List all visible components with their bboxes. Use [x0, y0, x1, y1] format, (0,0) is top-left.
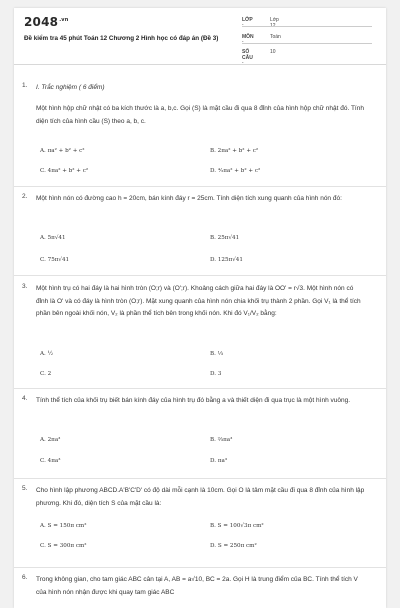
meta-divider: [242, 43, 372, 44]
answer-option-c[interactable]: C. 75π√41: [40, 257, 70, 263]
question-divider: [14, 478, 386, 479]
document-title: Đề kiểm tra 45 phút Toán 12 Chương 2 Hình học có đáp án (Đề 3): [24, 35, 219, 42]
answer-option-c[interactable]: C. 2: [40, 371, 52, 377]
section-heading: I. Trắc nghiệm ( 6 điểm): [36, 84, 105, 91]
answer-option-c[interactable]: C. 4πa³: [40, 458, 61, 464]
question-divider: [14, 275, 386, 276]
answer-option-a[interactable]: A. 2πa³: [40, 437, 61, 443]
answer-option-c[interactable]: C. S = 300π cm²: [40, 543, 87, 549]
question-text: Một hình trụ có hai đáy là hai hình tròn (O;r) và (O';r). Khoảng cách giữa hai đáy là OO' = r√3. Một hình nón có đỉnh là O' và có đáy là hình tròn (O;r). Mặt xung quanh của hình nón chia khối trụ thành 2 phần. Gọi V₁ là thể tích phần bên ngoài khối nón, V₂ là phần thể tích bên trong khối nón. Khi đó V₁/V₂ bằng:: [36, 285, 361, 317]
answer-option-b[interactable]: B. S = 100√3π cm²: [210, 523, 264, 529]
answer-option-d[interactable]: D. 3: [210, 371, 222, 377]
site-logo[interactable]: $2048^{.vn}$: [24, 15, 69, 29]
answer-option-a[interactable]: A. πa² + b² + c²: [40, 148, 85, 154]
question-text: Một hình hộp chữ nhật có ba kích thước là a, b,c. Gọi (S) là mặt cầu đi qua 8 đỉnh của hình hộp chữ nhật đó. Tính diện tích của hình cầu (S) theo a, b, c.: [36, 105, 364, 125]
answer-option-d[interactable]: D. 125π√41: [210, 257, 243, 263]
header-divider: [14, 64, 386, 65]
answer-option-d[interactable]: D. πa³: [210, 458, 228, 464]
question-text: Cho hình lập phương ABCD.A'B'C'D' có độ dài mỗi cạnh là 10cm. Gọi O là tâm mặt cầu đi qua 8 đỉnh của hình lập phương. Khi đó, diện tích S của mặt cầu là:: [36, 487, 365, 507]
meta-divider: [242, 26, 372, 27]
question-text: Trong không gian, cho tam giác ABC cân tại A, AB = a√10, BC = 2a. Gọi H là trung điểm của BC. Tính thể tích V của hình nón nhận được khi quay tam giác ABC: [36, 576, 358, 596]
answer-option-d[interactable]: D. S = 250π cm²: [210, 543, 257, 549]
answer-option-a[interactable]: A. 5π√41: [40, 235, 66, 241]
answer-option-c[interactable]: C. 4πa² + b² + c²: [40, 168, 89, 174]
question-divider: [14, 388, 386, 389]
answer-option-b[interactable]: B. 2πa² + b² + c²: [210, 148, 259, 154]
question-text: Tính thể tích của khối trụ biết bán kính đáy của hình trụ đó bằng a và thiết diện đi qua trục là một hình vuông.: [36, 397, 351, 404]
answer-option-b[interactable]: B. 25π√41: [210, 235, 240, 241]
question-divider: [14, 186, 386, 187]
question-divider: [14, 567, 386, 568]
answer-option-a[interactable]: A. ½: [40, 351, 54, 357]
document-page: $2048^{.vn}$ Đề kiểm tra 45 phút Toán 12 Chương 2 Hình học có đáp án (Đề 3) LỚP : Lớp 12 MÔN : Toán SỐ CÂU : 10 1. I. Trắc nghiệm ( 6 điểm) Một hình hộp chữ nhật có ba kích thước là a, b,c. Gọi (S) là mặt cầu đi qua 8 đỉnh của hình hộp chữ nhật đó. Tính diện tích của hình cầu (S) theo a, b, c. A. πa² + b² + c² B. 2πa² + b² + c² C. 4πa² + b² + c² D. ⁴⁄₃πa² + b² + c² 2. Một hình nón có đường cao h = 20cm, bán kính đáy r = 25cm. Tính diện tích xung quanh của hình nón đó: A. 5π√41 B. 25π√41 C. 75π√41 D. 125π√41 3. Một hình trụ có hai đáy là hai hình tròn (O;r) và (O';r). Khoảng cách giữa hai đáy là OO' = r√3. Một hình nón có đỉnh là O' và có đáy là hình tròn (O;r). Mặt xung quanh của hình nón chia khối trụ thành 2 phần. Gọi V₁ là thể tích phần bên ngoài khối nón, V₂ là phần thể tích bên trong khối nón. Khi đó V₁/V₂ bằng: A. ½ B. ⅓ C. 2 D. 3 4. Tính thể tích của khối trụ biết bán kính đáy của hình trụ đó bằng a và thiết diện đi qua trục là một hình vuông. A. 2πa³ B. ⅔πa³ C. 4πa³ D. πa³ 5. Cho hình lập phương ABCD.A'B'C'D' có độ dài mỗi cạnh là 10cm. Gọi O là tâm mặt cầu đi qua 8 đỉnh của hình lập phương. Khi đó, diện tích S của mặt cầu là: A. S = 150π cm² B. S = 100√3π cm² C. S = 300π cm² D. S = 250π cm² 6. Trong không gian, cho tam giác ABC cân tại A, AB = a√10, BC = 2a. Gọi H là trung điểm của BC. Tính thể tích V của hình nón nhận được khi quay tam giác ABC: [14, 8, 386, 608]
answer-option-d[interactable]: D. ⁴⁄₃πa² + b² + c²: [210, 168, 261, 174]
answer-option-b[interactable]: B. ⅔πa³: [210, 437, 233, 443]
answer-option-b[interactable]: B. ⅓: [210, 351, 224, 357]
question-text: Một hình nón có đường cao h = 20cm, bán kính đáy r = 25cm. Tính diện tích xung quanh của hình nón đó:: [36, 195, 342, 202]
answer-option-a[interactable]: A. S = 150π cm²: [40, 523, 87, 529]
